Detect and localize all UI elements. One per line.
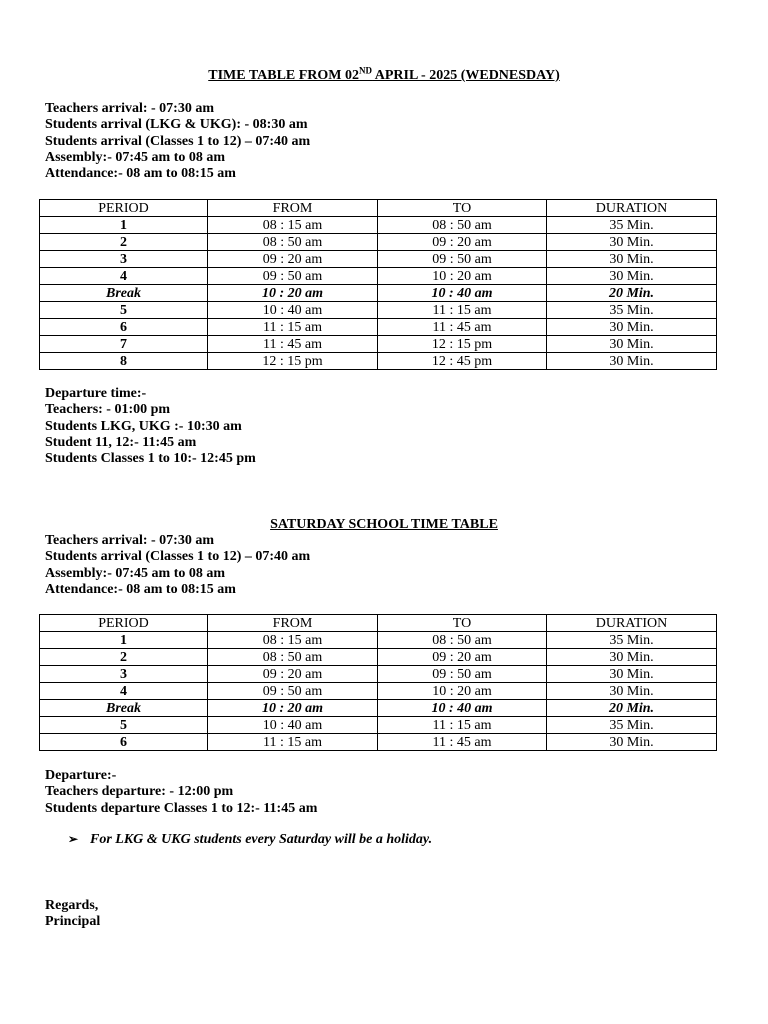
table-row bbox=[40, 217, 717, 234]
cell-period: Break bbox=[40, 700, 208, 717]
cell-to: 11 : 15 am bbox=[378, 302, 547, 319]
table-row-break bbox=[40, 285, 717, 302]
cell-from: 09 : 50 am bbox=[208, 683, 378, 700]
header-duration: DURATION bbox=[547, 615, 717, 632]
saturday-arrival-info bbox=[45, 533, 310, 598]
cell-from: 11 : 15 am bbox=[208, 734, 378, 751]
table-header-row bbox=[40, 615, 717, 632]
note-text: For LKG & UKG students every Saturday will be a holiday. bbox=[90, 832, 433, 847]
table-row bbox=[40, 353, 717, 370]
cell-period: 4 bbox=[40, 268, 208, 285]
arrow-bullet-icon: ➢ bbox=[68, 832, 79, 846]
weekday-departure-info bbox=[45, 386, 256, 467]
saturday-title: SATURDAY SCHOOL TIME TABLE bbox=[270, 517, 498, 532]
cell-period: 7 bbox=[40, 336, 208, 353]
cell-to: 08 : 50 am bbox=[378, 632, 547, 649]
cell-period: 2 bbox=[40, 649, 208, 666]
cell-from: 10 : 20 am bbox=[208, 285, 378, 302]
cell-from: 11 : 45 am bbox=[208, 336, 378, 353]
table-row bbox=[40, 319, 717, 336]
cell-duration: 30 Min. bbox=[547, 666, 717, 683]
weekday-timetable bbox=[39, 199, 717, 370]
info-line: Students LKG, UKG :- 10:30 am bbox=[45, 418, 242, 434]
cell-period: 6 bbox=[40, 734, 208, 751]
table-row bbox=[40, 734, 717, 751]
cell-to: 11 : 15 am bbox=[378, 717, 547, 734]
cell-duration: 30 Min. bbox=[547, 353, 717, 370]
table-row bbox=[40, 632, 717, 649]
info-line: Students arrival (LKG & UKG): - 08:30 am bbox=[45, 117, 308, 133]
info-line: Teachers arrival: - 07:30 am bbox=[45, 101, 214, 116]
cell-duration: 35 Min. bbox=[547, 717, 717, 734]
header-duration: DURATION bbox=[547, 200, 717, 217]
header-to: TO bbox=[378, 200, 547, 217]
cell-from: 11 : 15 am bbox=[208, 319, 378, 336]
cell-to: 10 : 40 am bbox=[378, 700, 547, 717]
header-from: FROM bbox=[208, 615, 378, 632]
info-line: Student 11, 12:- 11:45 am bbox=[45, 434, 197, 450]
cell-from: 08 : 50 am bbox=[208, 234, 378, 251]
cell-from: 10 : 40 am bbox=[208, 302, 378, 319]
saturday-departure-info bbox=[45, 768, 317, 817]
weekday-title-prefix: TIME TABLE FROM 02 bbox=[208, 68, 360, 83]
table-row bbox=[40, 251, 717, 268]
info-line: Students arrival (Classes 1 to 12) – 07:40 am bbox=[45, 549, 311, 565]
table-row bbox=[40, 302, 717, 319]
cell-from: 08 : 15 am bbox=[208, 632, 378, 649]
info-line: Assembly:- 07:45 am to 08 am bbox=[45, 149, 226, 165]
table-row bbox=[40, 268, 717, 285]
cell-period: 5 bbox=[40, 717, 208, 734]
cell-from: 09 : 20 am bbox=[208, 251, 378, 268]
weekday-arrival-info bbox=[45, 101, 310, 182]
info-line: Teachers departure: - 12:00 pm bbox=[45, 784, 234, 800]
info-line: Teachers: - 01:00 pm bbox=[45, 402, 171, 418]
cell-duration: 20 Min. bbox=[547, 285, 717, 302]
cell-to: 10 : 20 am bbox=[378, 683, 547, 700]
table-row bbox=[40, 666, 717, 683]
info-line: Teachers arrival: - 07:30 am bbox=[45, 533, 214, 548]
table-row bbox=[40, 717, 717, 734]
cell-period: 8 bbox=[40, 353, 208, 370]
info-line: Attendance:- 08 am to 08:15 am bbox=[45, 581, 236, 597]
cell-to: 09 : 20 am bbox=[378, 649, 547, 666]
cell-to: 09 : 20 am bbox=[378, 234, 547, 251]
info-line: Students arrival (Classes 1 to 12) – 07:40 am bbox=[45, 133, 311, 149]
cell-to: 09 : 50 am bbox=[378, 666, 547, 683]
info-line: Departure time:- bbox=[45, 386, 147, 401]
saturday-holiday-note bbox=[68, 832, 432, 848]
cell-period: 3 bbox=[40, 251, 208, 268]
header-to: TO bbox=[378, 615, 547, 632]
cell-duration: 30 Min. bbox=[547, 734, 717, 751]
table-row bbox=[40, 234, 717, 251]
info-line: Students Classes 1 to 10:- 12:45 pm bbox=[45, 451, 256, 467]
cell-from: 10 : 40 am bbox=[208, 717, 378, 734]
cell-period: 4 bbox=[40, 683, 208, 700]
info-line: Assembly:- 07:45 am to 08 am bbox=[45, 565, 226, 581]
table-row bbox=[40, 683, 717, 700]
table-row bbox=[40, 649, 717, 666]
weekday-title-suffix: APRIL - 2025 (WEDNESDAY) bbox=[372, 68, 560, 83]
weekday-title-superscript: ND bbox=[359, 65, 373, 76]
signoff-principal: Principal bbox=[45, 914, 101, 930]
weekday-title bbox=[0, 65, 768, 84]
table-row bbox=[40, 336, 717, 353]
cell-to: 10 : 20 am bbox=[378, 268, 547, 285]
info-line: Departure:- bbox=[45, 768, 117, 783]
cell-period: 1 bbox=[40, 632, 208, 649]
cell-from: 09 : 20 am bbox=[208, 666, 378, 683]
table-header-row bbox=[40, 200, 717, 217]
saturday-timetable bbox=[39, 614, 717, 751]
cell-from: 08 : 15 am bbox=[208, 217, 378, 234]
cell-to: 12 : 15 pm bbox=[378, 336, 547, 353]
cell-duration: 30 Min. bbox=[547, 319, 717, 336]
cell-from: 09 : 50 am bbox=[208, 268, 378, 285]
cell-period: Break bbox=[40, 285, 208, 302]
cell-duration: 30 Min. bbox=[547, 251, 717, 268]
cell-from: 10 : 20 am bbox=[208, 700, 378, 717]
cell-from: 08 : 50 am bbox=[208, 649, 378, 666]
info-line: Students departure Classes 1 to 12:- 11:45 am bbox=[45, 800, 318, 816]
cell-to: 08 : 50 am bbox=[378, 217, 547, 234]
cell-duration: 35 Min. bbox=[547, 632, 717, 649]
cell-period: 5 bbox=[40, 302, 208, 319]
cell-to: 10 : 40 am bbox=[378, 285, 547, 302]
cell-period: 2 bbox=[40, 234, 208, 251]
cell-to: 11 : 45 am bbox=[378, 319, 547, 336]
cell-to: 12 : 45 pm bbox=[378, 353, 547, 370]
cell-duration: 30 Min. bbox=[547, 268, 717, 285]
cell-period: 1 bbox=[40, 217, 208, 234]
signoff bbox=[45, 898, 100, 931]
cell-duration: 30 Min. bbox=[547, 683, 717, 700]
header-period: PERIOD bbox=[40, 615, 208, 632]
header-from: FROM bbox=[208, 200, 378, 217]
cell-period: 6 bbox=[40, 319, 208, 336]
cell-duration: 30 Min. bbox=[547, 649, 717, 666]
cell-from: 12 : 15 pm bbox=[208, 353, 378, 370]
cell-duration: 20 Min. bbox=[547, 700, 717, 717]
cell-period: 3 bbox=[40, 666, 208, 683]
cell-duration: 35 Min. bbox=[547, 302, 717, 319]
cell-duration: 30 Min. bbox=[547, 234, 717, 251]
cell-to: 11 : 45 am bbox=[378, 734, 547, 751]
cell-duration: 30 Min. bbox=[547, 336, 717, 353]
header-period: PERIOD bbox=[40, 200, 208, 217]
cell-duration: 35 Min. bbox=[547, 217, 717, 234]
signoff-regards: Regards, bbox=[45, 898, 99, 913]
cell-to: 09 : 50 am bbox=[378, 251, 547, 268]
table-row-break bbox=[40, 700, 717, 717]
info-line: Attendance:- 08 am to 08:15 am bbox=[45, 166, 236, 182]
